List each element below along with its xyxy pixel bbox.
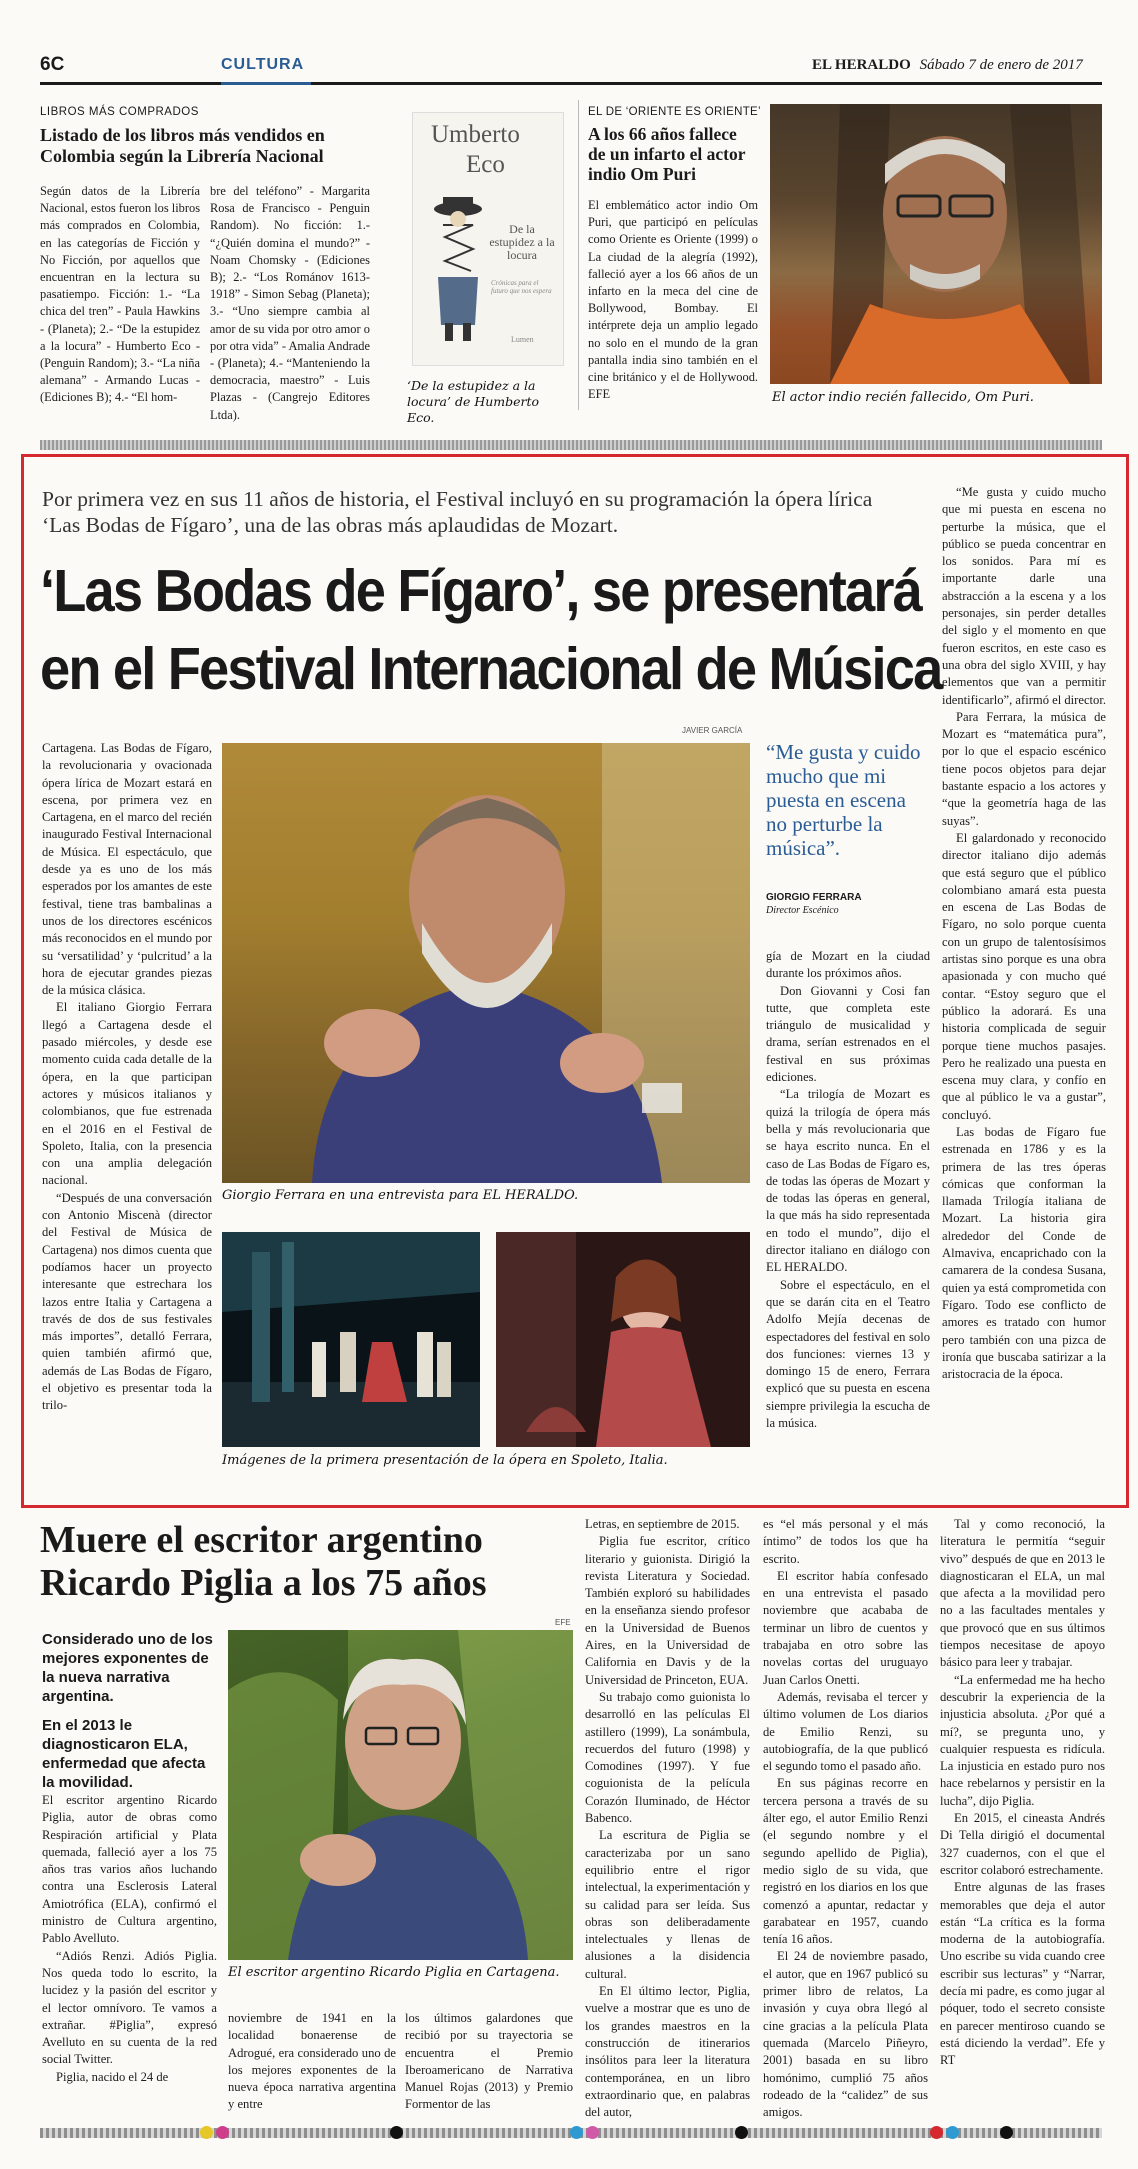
- paragraph: En sus páginas recorre en tercera persona a través de su álter ego, el autor Emilio Renzi (el segundo nombre y el segundo apellido de Piglia), medio siglo de su vida, que registró en los diarios en los que comenzó a apuntar, redactar y garabatear en 1957, cuando tenía 16 años.: [763, 1776, 928, 1947]
- ompuri-photo: [770, 104, 1102, 384]
- piglia-col-1: [42, 1792, 217, 2086]
- paragraph: Para Ferrara, la música de Mozart es “matemática pura”, por lo que el espacio escénico tiene pocos objetos para dejar bastante espacio a los actores y “que la geometría haga de las suyas”.: [942, 709, 1106, 828]
- paragraph: La escritura de Piglia se caracterizaba por un sano equilibrio entre el rigor intelectual, la experimentación y su calidad para ser leída. Sus obras son deliberadamente intelectuales y llenas de alusiones a la disidencia cultural.: [585, 1828, 750, 1981]
- piglia-col-2: noviembre de 1941 en la localidad bonaerense de Adrogué, era considerado uno de los mejores exponentes de la nueva época narrativa argentina y entre: [228, 2011, 396, 2112]
- paragraph: gía de Mozart en la ciudad durante los próximos años.: [766, 949, 930, 981]
- paragraph: El escritor había confesado en una entrevista el pasado noviembre que acababa de terminar un libro de cuentos y trabajaba en otro sobre las novelas cortas del uruguayo Juan Carlos Onetti.: [763, 1568, 928, 1687]
- figaro-headline-line-2: en el Festival Internacional de Música: [40, 636, 942, 702]
- paragraph: El escritor argentino Ricardo Piglia, autor de obras como Respiración artificial y Plata quemada, falleció ayer a los 75 años tras varios años luchando contra una Esclerosis Lateral Amiotrófica (ELA), confirmó el ministro de Cultura argentino, Pablo Avelluto.: [42, 1793, 217, 1946]
- ompuri-title: A los 66 años fallece de un infarto el actor indio Om Puri: [588, 124, 746, 184]
- books-col-2: bre del teléfono” - Margarita Rosa de Francisco - Penguin Random). No ficción: 1.- “¿Quién domina el mundo?” - Noam Chomsky - (Ediciones B); 2.- “Los Románov 1613-1918” - Simon Sebag (Planeta); 3.- “Uno siempre cambia al amor de su vida por otro amor o por otra vida” - Amalia Andrade - (Planeta); 4.- “Manteniendo la democracia, maestro” - Luis Plazas - (Cangrejo Editores Ltda).: [210, 184, 370, 422]
- cover-title: De la estupidez a la locura: [489, 222, 555, 262]
- ompuri-caption: El actor indio recién fallecido, Om Puri.: [772, 390, 1034, 405]
- piglia-headline-line-2: Ricardo Piglia a los 75 años: [40, 1562, 487, 1604]
- issue-date: Sábado 7 de enero de 2017: [919, 57, 1083, 73]
- ompuri-body: El emblemático actor indio Om Puri, que participó en películas como Oriente es Oriente (1999) o La ciudad de la alegría (1992), falleció ayer a los 66 años de un infarto en la meca del cine de Bollywood, Bombay. El intérprete deja un amplio legado no solo en el mundo de la gran pantalla india sino también en el cine británico y el de Hollywood. EFE: [588, 198, 758, 402]
- cover-subtitle: Crónicas para el futuro que nos espera: [491, 279, 552, 295]
- pull-quote: “Me gusta y cuido mucho que mi puesta en escena no perturbe la música”.: [766, 740, 921, 860]
- opera-photo-1: [222, 1232, 480, 1447]
- registration-dot: [586, 2126, 599, 2139]
- registration-dot: [946, 2126, 959, 2139]
- figaro-deck: Por primera vez en sus 11 años de historia, el Festival incluyó en su programación la ópera lírica ‘Las Bodas de Fígaro’, una de las obras más aplaudidas de Mozart.: [42, 487, 873, 537]
- registration-dot: [390, 2126, 403, 2139]
- header-rule: [40, 82, 1102, 85]
- divider: [578, 100, 579, 410]
- section-separator: [40, 440, 1102, 450]
- piglia-photo: [228, 1630, 573, 1960]
- paragraph: Cartagena. Las Bodas de Fígaro, la revolucionaria y ovacionada ópera lírica de Mozart estará en escena, por primera vez en Cartagena, en el marco del recién inaugurado Festival Internacional de Música. El espectáculo, que desde ya es uno de los más esperados por los amantes de este festival, tiene tras bambalinas a unos de los directores escénicos más reconocidos en el mundo por su ‘versatilidad’ y ‘pulcritud’ a la hora de ejecutar grandes piezas de la música clásica.: [42, 741, 212, 998]
- cover-author-last: Eco: [466, 151, 505, 178]
- books-title: Listado de los libros más vendidos en Colombia según la Librería Nacional: [40, 125, 325, 166]
- paragraph: “Adiós Renzi. Adiós Piglia. Nos queda todo lo escrito, la lucidez y la pasión del escritor y el lector omnívoro. Te vamos a extrañar. #Piglia”, expresó Avelluto en su cuenta de la red social Twitter.: [42, 1948, 217, 2067]
- paragraph: En 2015, el cineasta Andrés Di Tella dirigió el documental 327 cuadernos, con el que el escritor colaboró estrechamente.: [940, 1811, 1105, 1877]
- books-col-1: Según datos de la Librería Nacional, estos fueron los libros más comprados en Colombia, en las categorías de Ficción y No Ficción, por aquellos que encuentran en la lectura su pasatiempo. Ficción: 1.- “La chica del tren” - Paula Hawkins - (Planeta); 2.- “De la estupidez a la locura” - Humberto Eco - (Penguin Random); 3.- “La niña alemana” - Armando Lucas - (Ediciones B); 4.- “El hom-: [40, 184, 201, 405]
- paragraph: Tal y como reconoció, la literatura le permitía “seguir vivo” después de que en 2013 le diagnosticaran el ELA, un mal que afecta a la movilidad pero no a las facultades mentales y que provocó que en sus últimos tiempos necesitase de apoyo básico para leer y trabajar.: [940, 1517, 1105, 1670]
- paragraph: Además, revisaba el tercer y último volumen de Los diarios de Emilio Renzi, su autobiografía, de la que publicó el segundo tomo el pasado año.: [763, 1689, 928, 1774]
- ompuri-portrait: [770, 104, 1102, 384]
- gallery-caption: Imágenes de la primera presentación de la ópera en Spoleto, Italia.: [222, 1453, 668, 1468]
- paragraph: En El último lector, Piglia, vuelve a mostrar que es uno de los grandes maestros en la construcción de itinerarios insólitos para leer la literatura contemporánea, en un libro extraordinario que, en palabras del autor,: [585, 1984, 750, 2120]
- piglia-deck-1: Considerado uno de los mejores exponentes de la nueva narrativa argentina.: [42, 1631, 213, 1705]
- registration-dot: [216, 2126, 229, 2139]
- paragraph: Letras, en septiembre de 2015.: [585, 1517, 740, 1531]
- ompuri-kicker: EL DE ‘ORIENTE ES ORIENTE’: [588, 106, 761, 118]
- quote-name: GIORGIO FERRARA: [766, 892, 862, 903]
- paragraph: Su trabajo como guionista lo desarrolló en las películas El astillero (1999), La sonámbula, recuerdos del futuro (1998) y Comodines (1997). Y fue coguionista de la película Corazón Iluminado, de Héctor Babenco.: [585, 1689, 750, 1826]
- opera-photo-2: [496, 1232, 750, 1447]
- books-kicker: LIBROS MÁS COMPRADOS: [40, 106, 199, 118]
- paragraph: El 24 de noviembre pasado, el autor, que en 1967 publicó su primer libro de relatos, La invasión y cuya obra llegó al cine gracias a la película Plata quemada (Marcelo Piñeyro, 2001) basada en su libro homónimo, cumplió 75 años rodeado de la “calidez” de sus amigos.: [763, 1949, 928, 2120]
- header-rule-blue: [221, 82, 311, 85]
- paragraph: es “el más personal y el más íntimo” de todos los que ha escrito.: [763, 1517, 928, 1566]
- registration-dot: [1000, 2126, 1013, 2139]
- piglia-col-5: [763, 1516, 928, 2121]
- opera-stage-scene: [222, 1232, 480, 1447]
- book-cover: [412, 112, 564, 366]
- figaro-headline-line-1: ‘Las Bodas de Fígaro’, se presentará: [40, 558, 921, 624]
- ferrara-photo-caption: Giorgio Ferrara en una entrevista para EL HERALDO.: [222, 1188, 579, 1203]
- paragraph: Sobre el espectáculo, en el que se darán cita en el Teatro Adolfo Mejía decenas de espectadores del festival en solo dos funciones: viernes 13 y domingo 15 de enero, Ferrara explicó que su puesta en escena siempre privilegia la escucha de la música.: [766, 1277, 930, 1431]
- paragraph: Piglia fue escritor, crítico literario y guionista. Dirigió la revista Literatura y Sociedad. También exploró su habilidades en la enseñanza siendo profesor en la Universidad de Buenos Aires, en la Universidad de California en Davis y de la Universidad de Princeton, EUA.: [585, 1534, 750, 1687]
- paragraph: El galardonado y reconocido director italiano dijo además que está seguro que el público colombiano amará esta puesta en escena de Las Bodas de Fígaro, no solo porque cuenta con un grupo de talentosísimos artistas sino porque es una obra apasionada y con mucho qué contar. “Estoy seguro que el público la adorará. Es una historia complicada de seguir porque tiene muchos pasajes. Pero he realizado una puesta en escena muy clara, y confío en que al público le va a gustar”, concluyó.: [942, 830, 1106, 1122]
- registration-dot: [735, 2126, 748, 2139]
- piglia-headline-line-1: Muere el escritor argentino: [40, 1519, 483, 1561]
- ferrara-portrait: [222, 743, 750, 1183]
- ferrara-photo: [222, 743, 750, 1183]
- registration-dot: [930, 2126, 943, 2139]
- paragraph: “La enfermedad me ha hecho descubrir la experiencia de la injusticia absoluta. ¿Por qué a mí?, se pregunta uno, y cualquier respuesta es ridícula. La injusticia en estado puro nos hace rebelarnos y persistir en la lucha”, dijo Piglia.: [940, 1672, 1105, 1808]
- figaro-col-3: [766, 948, 930, 1432]
- figaro-col-1: [42, 740, 212, 1415]
- registration-dot: [200, 2126, 213, 2139]
- piglia-col-4: [585, 1516, 750, 2121]
- page-number: 6C: [40, 54, 65, 75]
- paragraph: “Después de una conversación con Antonio Miscenà (director del Festival de Música de Cartagena) nos dimos cuenta que podíamos hacer un proyecto interesante que estrechara los lazos entre Italia y Cartagena a través de dos de sus festivales más importes”, detalló Ferrara, quien también afirmó que, además de Las Bodas de Fígaro, el objetivo es presentar toda la trilo-: [42, 1190, 212, 1413]
- paragraph: Entre algunas de las frases memorables que deja el autor están “La crítica es la forma moderna de la autobiografía. Uno escribe su vida cuando cree escribir sus lecturas” y “Narrar, decía mi padre, es como jugar al póquer, todo el secreto consiste en parecer mentiroso cuando se está diciendo la verdad”. Efe y RT: [940, 1880, 1105, 2068]
- masthead: [812, 55, 1083, 74]
- paragraph: Piglia, nacido el 24 de: [56, 2069, 169, 2084]
- registration-dot: [570, 2126, 583, 2139]
- paragraph: “La trilogía de Mozart es quizá la trilogía de ópera más bella y más revolucionaria que se haya escrito nunca. En el caso de Las Bodas de Fígaro es, de todas las óperas de Mozart y de todas las óperas en general, la que más ha sido representada en todo el mundo”, dijo el director italiano en diálogo con EL HERALDO.: [766, 1087, 930, 1275]
- quote-role: Director Escénico: [766, 905, 839, 916]
- paragraph: Las bodas de Fígaro fue estrenada en 1786 y es la primera de las tres óperas cómicas que conforman la llamada Trilogía italiana de Mozart. La historia gira alrededor del Conde de Almaviva, encaprichado con la camarera de la condesa Susana, quien ya está comprometida con Fígaro. Todo ese conflicto de amores es tratado con humor pero también con una pizca de ironía que buscaba satirizar a la aristocracia de la época.: [942, 1124, 1106, 1382]
- piglia-col-6: [940, 1516, 1105, 2070]
- figaro-col-4: [942, 484, 1106, 1383]
- piglia-photo-credit: EFE: [555, 1618, 571, 1627]
- paragraph: Don Giovanni y Cosi fan tutte, que completa este triángulo de musicalidad y drama, serían estrenados en el festival en sus próximas ediciones.: [766, 983, 930, 1085]
- piglia-col-3: los últimos galardones que recibió por su trayectoria se encuentra el Premio Iberoamericano de Narrativa Manuel Rojas (2013) y Premio Formentor de las: [405, 2011, 573, 2112]
- piglia-deck-2: En el 2013 le diagnosticaron ELA, enfermedad que afecta la movilidad.: [42, 1717, 206, 1791]
- section-name: CULTURA: [221, 56, 305, 73]
- paragraph: El italiano Giorgio Ferrara llegó a Cartagena desde el pasado miércoles, y desde ese momento cuida cada detalle de la ópera, en la que participan actores y músicos italianos y colombianos, que fue estrenada en el 2016 en el Festival de Spoleto, Italia, con la presencia con una amplia delegación nacional.: [42, 1000, 212, 1188]
- cover-author-first: Umberto: [431, 121, 520, 148]
- cover-illustration: [423, 195, 493, 345]
- paragraph: “Me gusta y cuido mucho que mi puesta en escena no perturbe la música, que el público se pueda concentrar en los sonidos. Para mí es importante darle una abstracción a la escena y a los personajes, sin perder detalles del siglo y el momento en que fueron escritos, en este caso es una obra del siglo XVIII, y hay elementos que van a permitir identificarlo”, afirmó el director.: [942, 485, 1106, 707]
- cover-publisher: Lumen: [511, 335, 534, 344]
- paper-name: EL HERALDO: [812, 57, 911, 73]
- piglia-caption: El escritor argentino Ricardo Piglia en Cartagena.: [228, 1965, 560, 1980]
- figaro-photo-credit: JAVIER GARCÍA: [682, 726, 743, 735]
- book-cover-caption: ‘De la estupidez a la locura’ de Humberto Eco.: [407, 378, 540, 425]
- opera-singer-scene: [496, 1232, 750, 1447]
- piglia-portrait: [228, 1630, 573, 1960]
